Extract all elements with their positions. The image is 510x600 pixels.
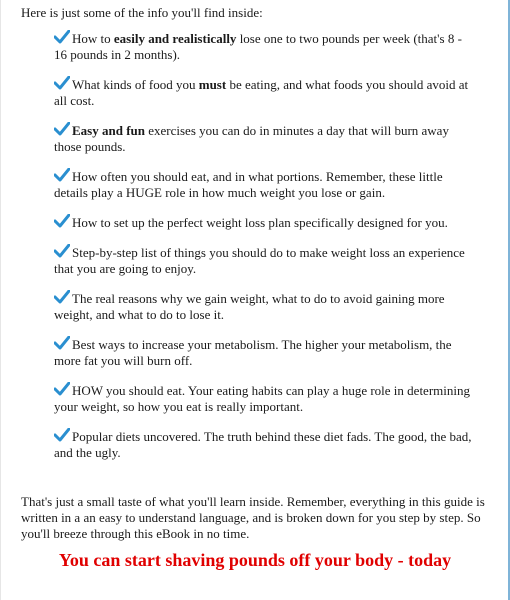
item-text-pre: Best ways to increase your metabolism. The higher your metabolism, the more fat you will burn off. (54, 337, 452, 368)
item-text-pre: The real reasons why we gain weight, what to do to avoid gaining more weight, and what to do to lose it. (54, 291, 445, 322)
item-text-pre: How often you should eat, and in what portions. Remember, these little details play a HUGE role in how much weight you lose or gain. (54, 169, 443, 200)
item-text-bold: easily and realistically (113, 31, 237, 46)
item-text-post: lose one to two pounds per week (that's 8 - 16 pounds in 2 months). (54, 31, 462, 62)
item-text-bold: must (198, 77, 227, 92)
list-item (54, 76, 474, 109)
checkmark-icon (54, 382, 70, 396)
item-text-post: exercises you can do in minutes a day that will burn away those pounds. (54, 123, 449, 154)
checkmark-icon (54, 428, 70, 442)
list-item (54, 122, 474, 155)
list-item (54, 290, 474, 323)
list-item (54, 336, 474, 369)
checkmark-icon (54, 290, 70, 304)
benefits-list (54, 30, 474, 474)
checkmark-icon (54, 244, 70, 258)
item-text-pre: What kinds of food you (72, 77, 199, 92)
list-item (54, 214, 474, 231)
list-item (54, 428, 474, 461)
list-item (54, 168, 474, 201)
checkmark-icon (54, 76, 70, 90)
checkmark-icon (54, 214, 70, 228)
checkmark-icon (54, 168, 70, 182)
checkmark-icon (54, 122, 70, 136)
item-text-post: be eating, and what foods you should avoid at all cost. (54, 77, 469, 108)
headline: You can start shaving pounds off your body - today (58, 550, 452, 570)
outro-text: That's just a small taste of what you'll learn inside. Remember, everything in this guide is written in a an easy to understand language, and is broken down for you step by step. So you'll breeze through this eBook in no time. (21, 494, 485, 541)
item-text-pre: How to (72, 31, 114, 46)
item-text-pre: Popular diets uncovered. The truth behind these diet fads. The good, the bad, and the ugly. (54, 429, 472, 460)
item-text-pre: How to set up the perfect weight loss plan specifically designed for you. (72, 215, 448, 230)
item-text-pre: Step-by-step list of things you should do to make weight loss an experience that you are going to enjoy. (54, 245, 465, 276)
list-item (54, 382, 474, 415)
checkmark-icon (54, 336, 70, 350)
intro-text: Here is just some of the info you'll find inside: (21, 5, 263, 20)
checkmark-icon (54, 30, 70, 44)
item-text-bold: Easy and fun (72, 123, 145, 138)
item-text-pre: HOW you should eat. Your eating habits can play a huge role in determining your weight, so how you eat is really important. (54, 383, 470, 414)
list-item (54, 30, 474, 63)
list-item (54, 244, 474, 277)
